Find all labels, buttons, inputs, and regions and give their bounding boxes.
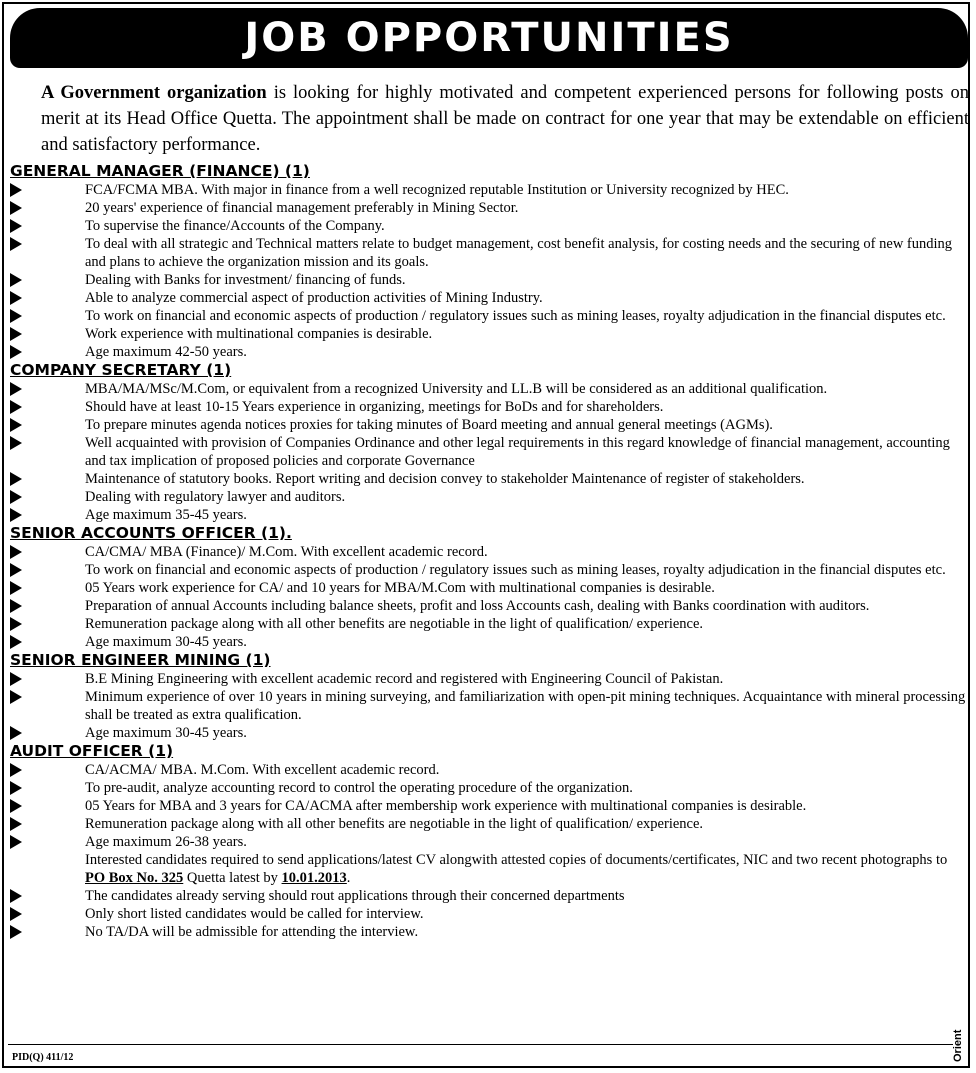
requirement-item <box>10 579 968 597</box>
advertisement-page <box>2 2 970 1068</box>
requirement-item <box>10 833 968 851</box>
requirement-item <box>10 271 968 289</box>
requirement-item <box>10 343 968 361</box>
requirement-item <box>10 181 968 199</box>
requirement-item <box>10 416 968 434</box>
intro-text: is looking for highly motivated and competent experienced persons for following posts on merit at its Head Office Quetta. The appointment shall be made on contract for one year that may be extendable on efficient and satisfactory performance. <box>41 83 970 155</box>
item-text: Maintenance of statutory books. Report writing and decision convey to stakeholder Maintenance of register of stakeholders. <box>85 471 805 487</box>
requirement-item <box>10 597 968 615</box>
item-text: To work on financial and economic aspects of production / regulatory issues such as mining leases, royalty adjudication in the financial disputes etc. <box>85 562 946 578</box>
bullet-triangle-icon <box>10 672 22 686</box>
job-heading: AUDIT OFFICER (1) <box>10 742 174 760</box>
bullet-triangle-icon <box>10 925 22 939</box>
requirement-item <box>10 761 968 779</box>
item-text: Should have at least 10-15 Years experience in organizing, meetings for BoDs and for shareholders. <box>85 399 664 415</box>
bullet-triangle-icon <box>10 418 22 432</box>
bullet-triangle-icon <box>10 327 22 341</box>
item-text: Minimum experience of over 10 years in mining surveying, and familiarization with open-pit mining techniques. Acquaintance with mineral processing shall be treated as extra qualification. <box>85 689 966 723</box>
requirement-item <box>10 543 968 561</box>
requirement-item <box>10 670 968 688</box>
job-heading: GENERAL MANAGER (FINANCE) (1) <box>10 162 310 180</box>
bullet-triangle-icon <box>10 781 22 795</box>
bullet-triangle-icon <box>10 563 22 577</box>
bullet-triangle-icon <box>10 508 22 522</box>
job-section <box>10 651 968 742</box>
bullet-triangle-icon <box>10 726 22 740</box>
bullet-triangle-icon <box>10 581 22 595</box>
requirement-item <box>10 307 968 325</box>
requirement-item <box>10 470 968 488</box>
page-title: JOB OPPORTUNITIES <box>10 8 968 68</box>
application-instructions <box>10 851 968 887</box>
footer-divider <box>8 1044 953 1045</box>
bullet-triangle-icon <box>10 472 22 486</box>
requirement-item <box>10 235 968 271</box>
intro-paragraph <box>11 80 969 158</box>
requirement-item <box>10 289 968 307</box>
item-text: Age maximum 35-45 years. <box>85 507 247 523</box>
job-section <box>10 361 968 524</box>
requirement-item <box>10 506 968 524</box>
item-text: 05 Years work experience for CA/ and 10 years for MBA/M.Com with multinational companies is desirable. <box>85 580 715 596</box>
bullet-triangle-icon <box>10 635 22 649</box>
requirement-item <box>10 724 968 742</box>
item-text: To pre-audit, analyze accounting record to control the operating procedure of the organization. <box>85 780 633 796</box>
closing-note <box>10 887 968 905</box>
bullet-triangle-icon <box>10 599 22 613</box>
item-text: Dealing with Banks for investment/ financing of funds. <box>85 272 406 288</box>
item-text: Age maximum 42-50 years. <box>85 344 247 360</box>
item-text: Only short listed candidates would be called for interview. <box>85 906 424 922</box>
bullet-triangle-icon <box>10 309 22 323</box>
item-text <box>85 851 968 887</box>
application-text: Quetta latest by <box>183 870 282 886</box>
application-text: Interested candidates required to send applications/latest CV alongwith attested copies of documents/certificates, NIC and two recent photographs to <box>85 852 948 868</box>
job-sections <box>10 162 968 941</box>
item-text: No TA/DA will be admissible for attending the interview. <box>85 924 419 940</box>
requirement-item <box>10 199 968 217</box>
item-text: FCA/FCMA MBA. With major in finance from a well recognized reputable Institution or University recognized by HEC. <box>85 182 789 198</box>
intro-org: A Government organization <box>41 83 267 103</box>
bullet-triangle-icon <box>10 617 22 631</box>
item-text: Able to analyze commercial aspect of production activities of Mining Industry. <box>85 290 543 306</box>
item-text: Dealing with regulatory lawyer and auditors. <box>85 489 346 505</box>
closing-note <box>10 905 968 923</box>
requirement-item <box>10 488 968 506</box>
bullet-triangle-icon <box>10 545 22 559</box>
bullet-triangle-icon <box>10 400 22 414</box>
job-heading: COMPANY SECRETARY (1) <box>10 361 232 379</box>
bullet-triangle-icon <box>10 291 22 305</box>
item-text: To deal with all strategic and Technical matters relate to budget management, cost benefit analysis, for costing needs and the securing of new funding and plans to achieve the organization mission and its goals. <box>85 236 953 270</box>
item-text: Age maximum 30-45 years. <box>85 725 247 741</box>
requirement-item <box>10 561 968 579</box>
item-text: MBA/MA/MSc/M.Com, or equivalent from a recognized University and LL.B will be considered as an additional qualification. <box>85 381 828 397</box>
bullet-triangle-icon <box>10 889 22 903</box>
requirement-item <box>10 434 968 470</box>
item-text: To supervise the finance/Accounts of the Company. <box>85 218 385 234</box>
job-heading: SENIOR ACCOUNTS OFFICER (1). <box>10 524 292 542</box>
item-text: 05 Years for MBA and 3 years for CA/ACMA after membership work experience with multinational companies is desirable. <box>85 798 807 814</box>
agency-credit: Orient <box>952 1029 964 1062</box>
application-text: . <box>346 870 351 886</box>
item-text: Remuneration package along with all other benefits are negotiable in the light of qualification/ experience. <box>85 616 704 632</box>
bullet-triangle-icon <box>10 201 22 215</box>
requirement-item <box>10 797 968 815</box>
deadline-date: 10.01.2013 <box>281 870 347 886</box>
requirement-list <box>10 670 968 742</box>
bullet-triangle-icon <box>10 345 22 359</box>
bullet-triangle-icon <box>10 799 22 813</box>
item-text: 20 years' experience of financial management preferably in Mining Sector. <box>85 200 519 216</box>
item-text: The candidates already serving should rout applications through their concerned departments <box>85 888 625 904</box>
bullet-triangle-icon <box>10 490 22 504</box>
requirement-item <box>10 779 968 797</box>
item-text: To work on financial and economic aspects of production / regulatory issues such as mining leases, royalty adjudication in the financial disputes etc. <box>85 308 946 324</box>
item-text: Age maximum 26-38 years. <box>85 834 247 850</box>
item-text: To prepare minutes agenda notices proxies for taking minutes of Board meeting and annual general meetings (AGMs). <box>85 417 773 433</box>
bullet-triangle-icon <box>10 237 22 251</box>
item-text: B.E Mining Engineering with excellent academic record and registered with Engineering Council of Pakistan. <box>85 671 724 687</box>
item-text: Well acquainted with provision of Companies Ordinance and other legal requirements in this regard knowledge of financial management, accounting and tax implication of proposed policies and corporate Governance <box>85 435 950 469</box>
bullet-triangle-icon <box>10 690 22 704</box>
requirement-list <box>10 181 968 361</box>
requirement-item <box>10 325 968 343</box>
bullet-triangle-icon <box>10 817 22 831</box>
bullet-triangle-icon <box>10 835 22 849</box>
requirement-list <box>10 380 968 524</box>
requirement-item <box>10 633 968 651</box>
po-box: PO Box No. 325 <box>85 870 184 886</box>
bullet-triangle-icon <box>10 382 22 396</box>
item-text: Work experience with multinational companies is desirable. <box>85 326 433 342</box>
item-text: CA/ACMA/ MBA. M.Com. With excellent academic record. <box>85 762 440 778</box>
closing-note <box>10 923 968 941</box>
requirement-item <box>10 815 968 833</box>
bullet-triangle-icon <box>10 183 22 197</box>
job-section <box>10 162 968 361</box>
job-section <box>10 524 968 651</box>
requirement-item <box>10 380 968 398</box>
requirement-item <box>10 398 968 416</box>
bullet-triangle-icon <box>10 907 22 921</box>
bullet-triangle-icon <box>10 436 22 450</box>
item-text: Age maximum 30-45 years. <box>85 634 247 650</box>
item-text: Remuneration package along with all other benefits are negotiable in the light of qualification/ experience. <box>85 816 704 832</box>
item-text: Preparation of annual Accounts including balance sheets, profit and loss Accounts cash, dealing with Banks coordination with auditors. <box>85 598 870 614</box>
bullet-triangle-icon <box>10 763 22 777</box>
requirement-list <box>10 543 968 651</box>
footer-code: PID(Q) 411/12 <box>12 1052 74 1063</box>
item-text: CA/CMA/ MBA (Finance)/ M.Com. With excellent academic record. <box>85 544 488 560</box>
bullet-triangle-icon <box>10 273 22 287</box>
job-section <box>10 742 968 941</box>
requirement-list <box>10 761 968 941</box>
requirement-item <box>10 217 968 235</box>
requirement-item <box>10 615 968 633</box>
job-heading: SENIOR ENGINEER MINING (1) <box>10 651 271 669</box>
requirement-item <box>10 688 968 724</box>
bullet-triangle-icon <box>10 219 22 233</box>
